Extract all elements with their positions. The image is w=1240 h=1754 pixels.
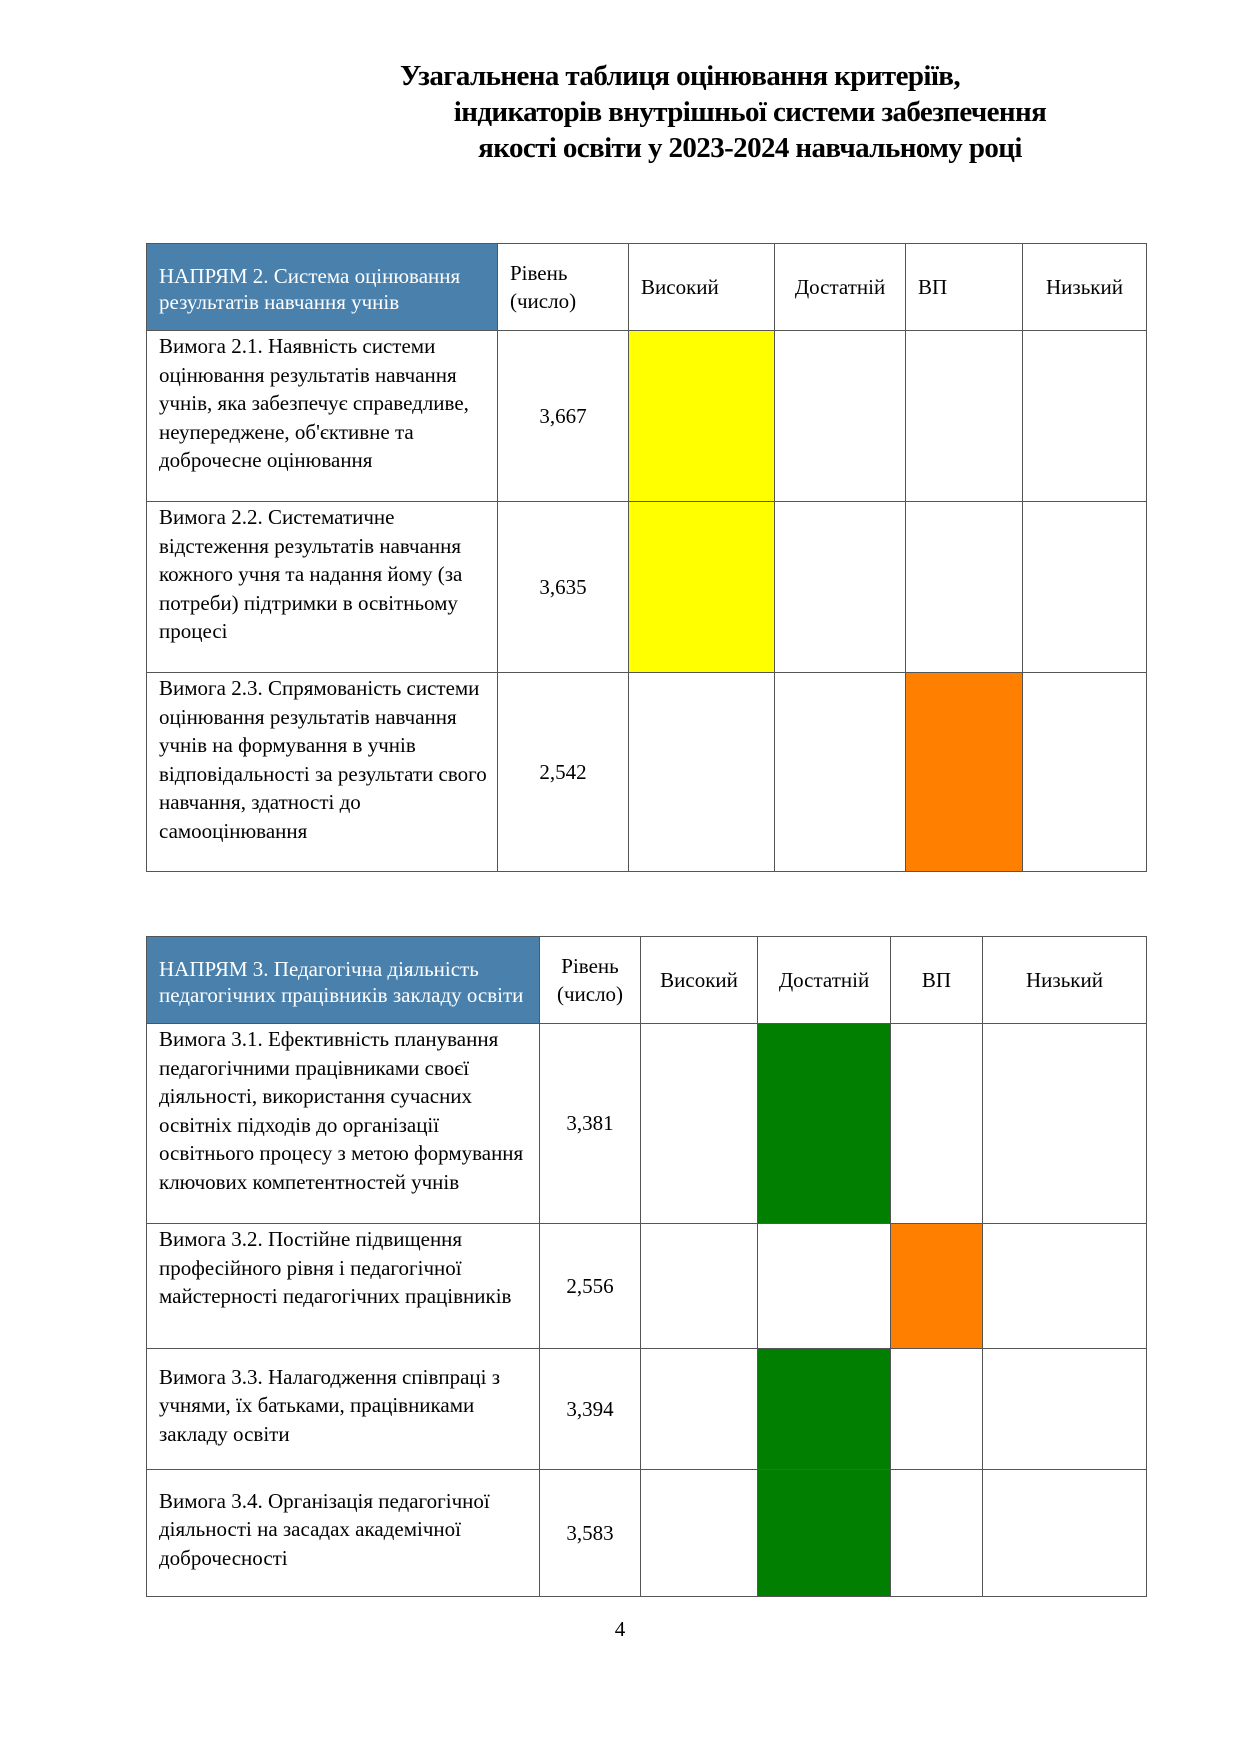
page-number: 4 (614, 1617, 626, 1641)
level-value: 3,394 (540, 1349, 641, 1470)
table-header-row (147, 937, 1147, 1024)
level-cell-initial (906, 502, 1023, 673)
level-cell-sufficient-marked (758, 1024, 891, 1224)
level-cell-initial (891, 1470, 983, 1597)
title-line-3: якості освіти у 2023-2024 навчальному році (478, 132, 1022, 164)
direction-3-table (146, 936, 1147, 1597)
level-value: 2,556 (540, 1224, 641, 1349)
level-cell-initial (906, 331, 1023, 502)
level-cell-low (983, 1024, 1147, 1224)
level-cell-sufficient-marked (758, 1349, 891, 1470)
table-header-row (147, 244, 1147, 331)
level-cell-sufficient-marked (758, 1470, 891, 1597)
requirement-text: Вимога 2.3. Спрямованість системи оцінювання результатів навчання учнів на формування в учнів відповідальності за результати свого навчання, здатності до самооцінювання (147, 673, 498, 872)
requirement-text: Вимога 3.2. Постійне підвищення професійного рівня і педагогічної майстерності педагогічних працівників (147, 1224, 540, 1349)
column-header-sufficient: Достатній (758, 937, 891, 1024)
column-header-sufficient: Достатній (775, 244, 906, 331)
level-header: Рівень (число) (540, 937, 641, 1024)
level-header: Рівень (число) (498, 244, 629, 331)
title-line-2: індикаторів внутрішньої системи забезпечення (453, 96, 1047, 128)
table-row (147, 502, 1147, 673)
title-line-1: Узагальнена таблиця оцінювання критеріїв, (400, 60, 961, 92)
level-cell-low (1023, 673, 1147, 872)
column-header-high: Високий (629, 244, 775, 331)
requirement-text: Вимога 3.4. Організація педагогічної діяльності на засадах академічної доброчесності (147, 1470, 540, 1597)
requirement-text: Вимога 3.3. Налагодження співпраці з учнями, їх батьками, працівниками закладу освіти (147, 1349, 540, 1470)
level-cell-initial (891, 1024, 983, 1224)
level-cell-initial (891, 1349, 983, 1470)
level-value: 3,635 (498, 502, 629, 673)
level-cell-high (641, 1224, 758, 1349)
level-value: 3,381 (540, 1024, 641, 1224)
level-cell-sufficient (775, 331, 906, 502)
level-cell-low (983, 1224, 1147, 1349)
level-cell-initial-marked (906, 673, 1023, 872)
level-cell-high (629, 673, 775, 872)
level-cell-high (641, 1349, 758, 1470)
table-row (147, 1470, 1147, 1597)
table-row (147, 1024, 1147, 1224)
direction-header: НАПРЯМ 3. Педагогічна діяльність педагогічних працівників закладу освіти (147, 937, 540, 1024)
requirement-text: Вимога 2.1. Наявність системи оцінювання результатів навчання учнів, яка забезпечує справедливе, неупереджене, об'єктивне та доброчесне оцінювання (147, 331, 498, 502)
level-cell-high (641, 1024, 758, 1224)
document-title (380, 58, 1120, 166)
requirement-text: Вимога 3.1. Ефективність планування педагогічними працівниками своєї діяльності, використання сучасних освітніх підходів до організації освітнього процесу з метою формування ключових компетентностей учнів (147, 1024, 540, 1224)
level-cell-high-marked (629, 331, 775, 502)
direction-2-table (146, 243, 1147, 872)
requirement-text: Вимога 2.2. Систематичне відстеження результатів навчання кожного учня та надання йому (за потреби) підтримки в освітньому процесі (147, 502, 498, 673)
table-row (147, 331, 1147, 502)
level-cell-low (1023, 331, 1147, 502)
column-header-initial: ВП (906, 244, 1023, 331)
direction-header: НАПРЯМ 2. Система оцінювання результатів навчання учнів (147, 244, 498, 331)
level-cell-sufficient (775, 502, 906, 673)
table-row (147, 1224, 1147, 1349)
level-cell-sufficient (775, 673, 906, 872)
level-cell-low (1023, 502, 1147, 673)
level-cell-low (983, 1470, 1147, 1597)
level-cell-high-marked (629, 502, 775, 673)
column-header-low: Низький (983, 937, 1147, 1024)
level-value: 3,583 (540, 1470, 641, 1597)
level-cell-initial-marked (891, 1224, 983, 1349)
column-header-low: Низький (1023, 244, 1147, 331)
table-row (147, 1349, 1147, 1470)
table-row (147, 673, 1147, 872)
level-cell-low (983, 1349, 1147, 1470)
level-value: 2,542 (498, 673, 629, 872)
column-header-initial: ВП (891, 937, 983, 1024)
level-cell-sufficient (758, 1224, 891, 1349)
level-cell-high (641, 1470, 758, 1597)
level-value: 3,667 (498, 331, 629, 502)
column-header-high: Високий (641, 937, 758, 1024)
